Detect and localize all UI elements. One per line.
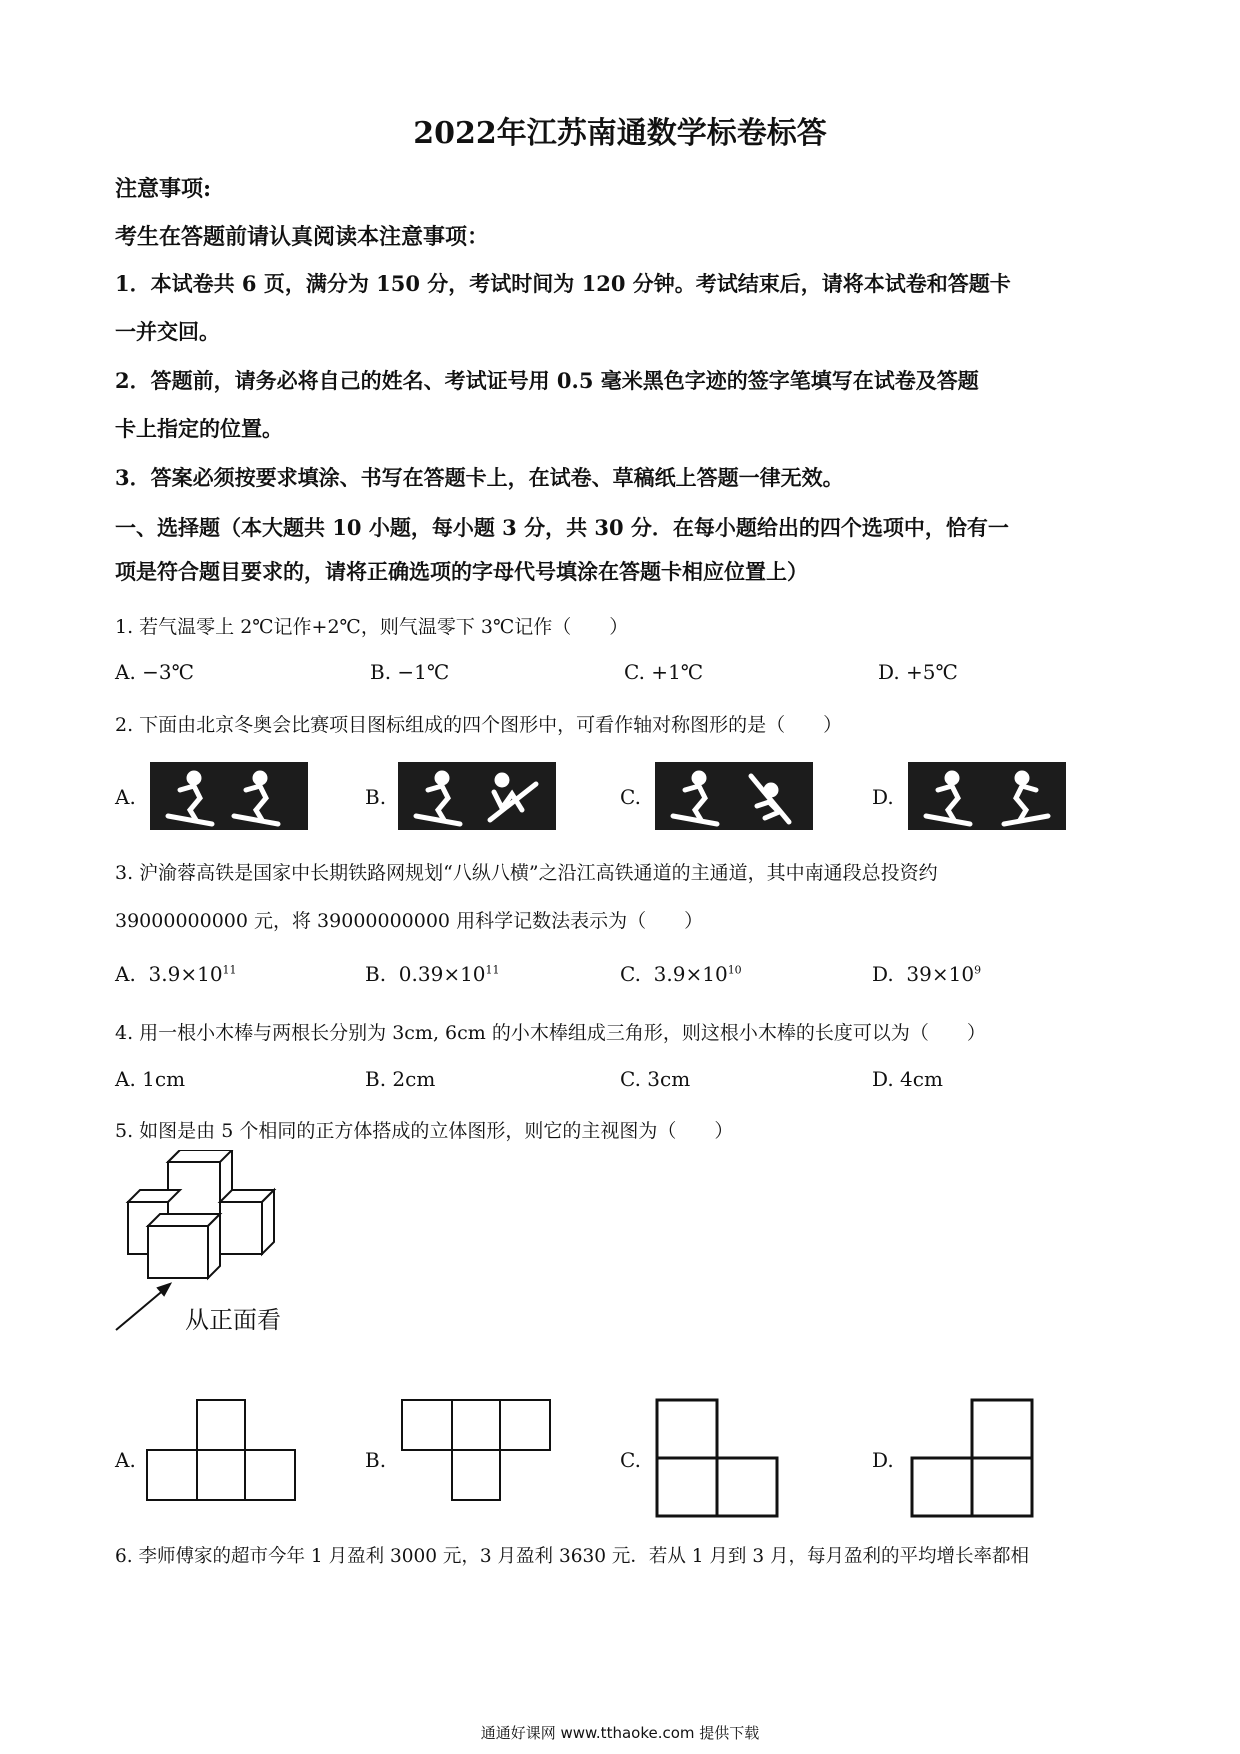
q5-view-b (400, 1398, 552, 1502)
q4-option-b: B. 2cm (365, 1067, 436, 1091)
q5-label-b: B. (365, 1448, 387, 1472)
q2-icon-c (655, 762, 813, 830)
q2-label-c: C. (620, 785, 641, 809)
q3-option-b: B. $0.39\times 10^{11}$ (365, 962, 500, 986)
q5-view-d (910, 1398, 1036, 1518)
q1-option-c: C. +1℃ (624, 660, 704, 684)
q4-option-a: A. 1cm (115, 1067, 186, 1091)
q1-option-d: D. +5℃ (878, 660, 958, 684)
q2-icon-d (908, 762, 1066, 830)
page-footer: 通通好课网 www.tthaoke.com 提供下载 (480, 1724, 760, 1742)
q2-label-d: D. (872, 785, 894, 809)
q3-option-d: D. $39\times 10^9$ (872, 962, 982, 986)
notice-heading: 注意事项: (115, 176, 212, 202)
q2-stem: 2. 下面由北京冬奥会比赛项目图标组成的四个图形中，可看作轴对称图形的是（ ） (115, 714, 843, 736)
q5-view-label: 从正面看 (185, 1306, 281, 1334)
q5-label-d: D. (872, 1448, 894, 1472)
q3-option-c: C. $3.9\times 10^{10}$ (620, 962, 742, 986)
notice-intro: 考生在答题前请认真阅读本注意事项： (115, 224, 490, 250)
q3-option-a: A. $3.9\times 10^{11}$ (115, 962, 237, 986)
q3-stem-line2: 39000000000 元，将 39000000000 用科学记数法表示为（ ） (115, 910, 704, 932)
notice-item1-line1: 1．本试卷共 6 页，满分为 150 分，考试时间为 120 分钟。考试结束后，请将本试卷和答题卡 (115, 271, 1011, 296)
q1-stem: 1. 若气温零上 2℃记作+2℃，则气温零下 3℃记作（ ） (115, 616, 629, 638)
q2-label-b: B. (365, 785, 387, 809)
q6-stem: 6. 李师傅家的超市今年 1 月盈利 3000 元，3 月盈利 3630 元．若从 1 月到 3 月，每月盈利的平均增长率都相 (115, 1546, 1029, 1567)
q4-option-c: C. 3cm (620, 1067, 691, 1091)
q5-stem: 5. 如图是由 5 个相同的正方体搭成的立体图形，则它的主视图为（ ） (115, 1120, 734, 1142)
q5-view-c (655, 1398, 781, 1518)
q2-label-a: A. (115, 785, 136, 809)
q4-stem: 4. 用一根小木棒与两根长分别为 3cm, 6cm 的小木棒组成三角形，则这根小木棒的长度可以为（ ） (115, 1022, 986, 1044)
q5-label-a: A. (115, 1448, 136, 1472)
q1-option-a: A. −3℃ (115, 660, 195, 684)
q1-option-b: B. −1℃ (370, 660, 450, 684)
q4-option-d: D. 4cm (872, 1067, 943, 1091)
section1-line2: 项是符合题目要求的，请将正确选项的字母代号填涂在答题卡相应位置上） (115, 559, 808, 584)
notice-item3: 3．答案必须按要求填涂、书写在答题卡上，在试卷、草稿纸上答题一律无效。 (115, 465, 844, 490)
section1-line1: 一、选择题（本大题共 10 小题，每小题 3 分，共 30 分．在每小题给出的四个选项中，恰有一 (115, 515, 1009, 540)
q2-icon-b (398, 762, 556, 830)
q3-stem-line1: 3. 沪渝蓉高铁是国家中长期铁路网规划“八纵八横”之沿江高铁通道的主通道，其中南通段总投资约 (115, 862, 938, 884)
notice-item1-line2: 一并交回。 (115, 319, 220, 344)
q5-label-c: C. (620, 1448, 641, 1472)
page-title: 2022年江苏南通数学标卷标答 (413, 116, 827, 151)
notice-item2-line1: 2．答题前，请务必将自己的姓名、考试证号用 0.5 毫米黑色字迹的签字笔填写在试卷及答题 (115, 368, 979, 393)
q5-view-a (145, 1398, 297, 1502)
q2-icon-a (150, 762, 308, 830)
notice-item2-line2: 卡上指定的位置。 (115, 416, 283, 441)
